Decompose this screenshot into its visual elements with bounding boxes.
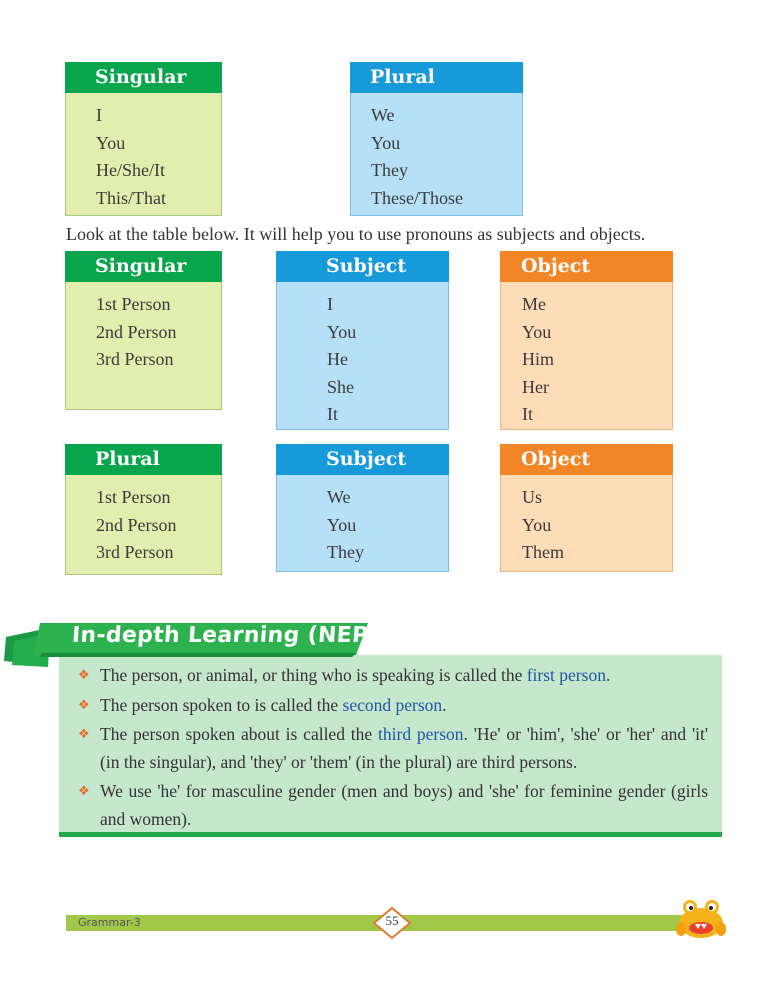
list-item bbox=[78, 662, 708, 690]
list-item: 1st Person bbox=[96, 487, 171, 507]
list-item: You bbox=[327, 321, 357, 342]
list-item bbox=[78, 778, 708, 833]
list-item: You bbox=[522, 321, 552, 342]
list-item: You bbox=[96, 132, 126, 153]
list-item: You bbox=[522, 514, 552, 535]
in-depth-learning-section bbox=[0, 615, 783, 855]
bullet-text: . bbox=[605, 665, 611, 685]
list-item: 2nd Person bbox=[96, 321, 177, 342]
bullet-text: The person, or animal, or thing who is speaking is called the bbox=[100, 665, 527, 685]
table-header: Singular bbox=[65, 251, 222, 282]
intro-text: Look at the table below. It will help you to use pronouns as subjects and objects. bbox=[66, 224, 646, 244]
singular-subject-table bbox=[276, 251, 449, 430]
diamond-bullet-icon: ❖ bbox=[78, 784, 90, 799]
term-third-person: third person bbox=[378, 724, 464, 744]
plural-object-table bbox=[500, 444, 673, 572]
diamond-bullet-icon: ❖ bbox=[78, 697, 90, 713]
list-item: 3rd Person bbox=[96, 349, 174, 369]
singular-persons-table bbox=[65, 251, 222, 410]
list-item: He/She/It bbox=[96, 160, 165, 180]
list-item bbox=[78, 692, 708, 720]
bullet-text: . bbox=[442, 694, 447, 715]
list-item: 2nd Person bbox=[96, 514, 177, 535]
list-item: They bbox=[371, 160, 408, 180]
list-item: Them bbox=[522, 542, 564, 562]
list-item: I bbox=[96, 105, 102, 125]
list-item: We bbox=[327, 487, 351, 507]
plural-persons-table bbox=[65, 444, 222, 575]
plural-pronoun-table bbox=[350, 62, 523, 216]
list-item: We bbox=[371, 105, 395, 125]
list-item: She bbox=[327, 376, 354, 397]
list-item: You bbox=[327, 514, 357, 535]
list-item: 1st Person bbox=[96, 294, 171, 314]
table-header: Plural bbox=[350, 62, 523, 93]
diamond-bullet-icon: ❖ bbox=[78, 668, 90, 683]
list-item: Her bbox=[522, 376, 549, 397]
table-header: Subject bbox=[276, 251, 449, 282]
list-item: Him bbox=[522, 349, 555, 369]
plural-subject-table bbox=[276, 444, 449, 572]
list-item: 3rd Person bbox=[96, 542, 174, 562]
bullet-text: . 'He' or 'him', 'she' or 'her' and 'it' (in the singular), and 'they' or 'them' (in the plural) are third persons. bbox=[100, 724, 708, 772]
bullet-text: The person spoken to is called the bbox=[100, 694, 343, 715]
list-item: This/That bbox=[96, 187, 166, 208]
list-item: Us bbox=[522, 487, 543, 507]
list-item: These/Those bbox=[371, 187, 463, 208]
list-item: You bbox=[371, 132, 401, 153]
section-title: In-depth Learning (NEP 2020) bbox=[71, 623, 450, 648]
monster-mascot-icon bbox=[673, 895, 729, 939]
list-item: It bbox=[522, 404, 533, 424]
table-header: Object bbox=[500, 444, 673, 475]
table-header: Object bbox=[500, 251, 673, 282]
table-header: Subject bbox=[276, 444, 449, 475]
page-number: 55 bbox=[385, 913, 399, 928]
list-item: I bbox=[327, 294, 333, 314]
singular-object-table bbox=[500, 251, 673, 430]
diamond-bullet-icon: ❖ bbox=[78, 727, 90, 742]
term-first-person: first person bbox=[526, 665, 606, 685]
table-header: Singular bbox=[65, 62, 222, 93]
singular-pronoun-table bbox=[65, 62, 222, 216]
bullet-text: We use 'he' for masculine gender (men and boys) and 'she' for feminine gender (girls and women). bbox=[100, 781, 708, 829]
table-header: Plural bbox=[65, 444, 222, 475]
term-second-person: second person bbox=[342, 694, 443, 715]
bullet-text: The person spoken about is called the bbox=[100, 724, 379, 744]
list-item bbox=[78, 721, 708, 776]
book-title: Grammar-3 bbox=[78, 916, 141, 929]
list-item: They bbox=[327, 542, 364, 562]
list-item: Me bbox=[522, 294, 546, 314]
bullet-list bbox=[78, 662, 708, 835]
list-item: It bbox=[327, 404, 338, 424]
list-item: He bbox=[327, 349, 348, 369]
